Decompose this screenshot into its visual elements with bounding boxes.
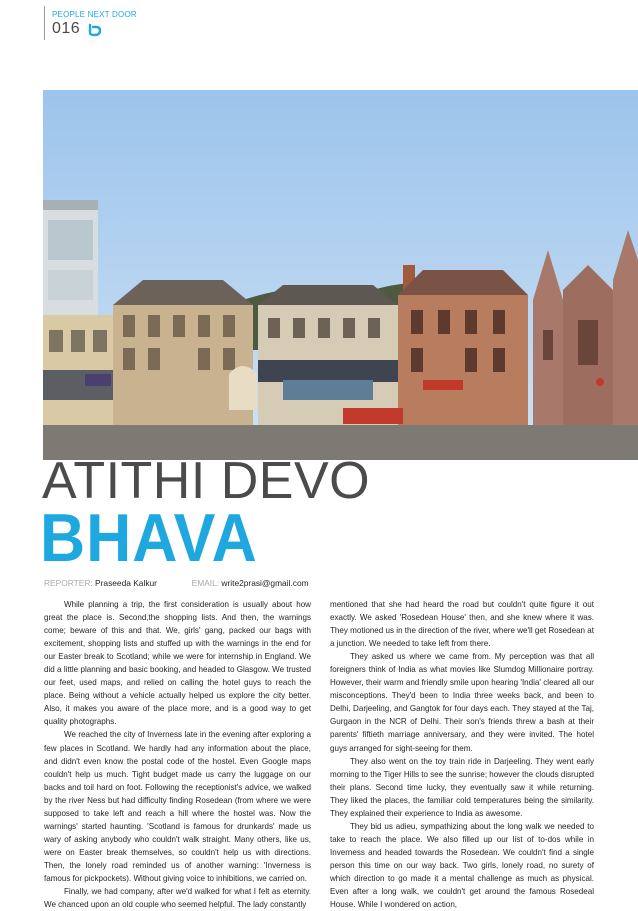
email-label: EMAIL: (191, 578, 220, 588)
article-left-column (44, 598, 311, 911)
article-title-line-1: ATITHI DEVO (42, 452, 371, 510)
paragraph: While planning a trip, the first consideration is usually about how great the place is. Second,the shopping lists. And then, the warnings come; beware of this and that. We, girls' gang, packed our bags with excitement, shopping lists and stuffed up with the warnings in the end for our Easter break to Scotland; while we were for internship in England. We did a little planning and basic booking, and headed to Glasgow. We trusted our feet, used maps, and relied on calling the hotel guys to reach the place. Being without a vehicle actually helped us explore the city better. Also, it makes you aware of the place more, and is a good way to get quality photographs. (44, 600, 311, 727)
paragraph: We reached the city of Inverness late in the evening after exploring a few places in Scotland. We hardly had any information about the place, and didn't even know the postal code of the hostel. Even Google maps couldn't help us much. Tight budget made us carry the luggage on our backs and toil hard on foot. Following the receptionist's advice, we walked by the river Ness but had difficulty finding Rosedean (from where we were supposed to take left and reach a hill where the hostel was. Now the warnings' started haunting. 'Scotland is famous for drunkards' made us wary of asking anybody who couldn't walk straight. Many others, like us, were on Easter break themselves, so couldn't help us with directions. Then, the lonely road reminded us of another warning: 'Inverness is famous for pickpockets). Without giving voice to inhibitions, we carried on. (44, 730, 311, 883)
reporter-name: Praseeda Kalkur (95, 578, 157, 588)
hero-photo (43, 90, 638, 460)
brand-logo-icon (88, 24, 102, 36)
paragraph: Finally, we had company, after we'd walked for what I felt as eternity. We chanced upon an old couple who seemed helpful. The lady constantly (44, 887, 311, 910)
paragraph: They asked us where we came from. My perception was that all foreigners think of India as what movies like Slumdog Millionaire portray. However, their warm and friendly smile upon hearing 'India' cleared all our misconceptions. They'd been to India three weeks back, and been to Delhi, Darjeeling, and Gangtok for four days each. They stayed at the Taj, Gurgaon in the NCR of Delhi. Their son's friends threw a bash at their parents' fiftieth marriage anniversary, and they were invited. The hotel guys arranged for sight-seeing for them. (330, 652, 594, 753)
paragraph: They also went on the toy train ride in Darjeeling. They went early morning to the Tiger Hills to see the sunrise; however the clouds disrupted their plans. Second time lucky, they eventually saw it while returning. They liked the places, the familiar cold temperatures being the similarity. They explained their experience to India as awesome. (330, 756, 594, 818)
section-label: PEOPLE NEXT DOOR (52, 10, 137, 19)
inverness-street-photo (43, 90, 638, 460)
page-number: 016 (52, 20, 81, 37)
paragraph: They bid us adieu, sympathizing about the long walk we needed to take to reach the place. We also filled up our list of to-dos while in Inverness and headed towards the Rosedean. We couldn't find a single person this time on our way back. Two girls, lonely road, no surety of which direction to go made it a mental challenge as much as physical. Even after a long walk, we couldn't get around the famous Rosedeal House. While I wondered on action, (330, 821, 594, 910)
reporter-label: REPORTER: (44, 578, 93, 588)
reporter-email: write2prasi@gmail.com (221, 578, 309, 588)
article-title-line-2: BHAVA (40, 500, 258, 576)
byline (44, 578, 309, 588)
paragraph: mentioned that she had heard the road but couldn't quite figure it out exactly. We asked 'Rosedean House' then, and she knew where it was. They motioned us in the direction of the river, where we'll get Rosedean at a junction. We needed to take left from there. (330, 600, 594, 649)
header-divider (44, 6, 45, 40)
article-right-column (330, 598, 594, 911)
